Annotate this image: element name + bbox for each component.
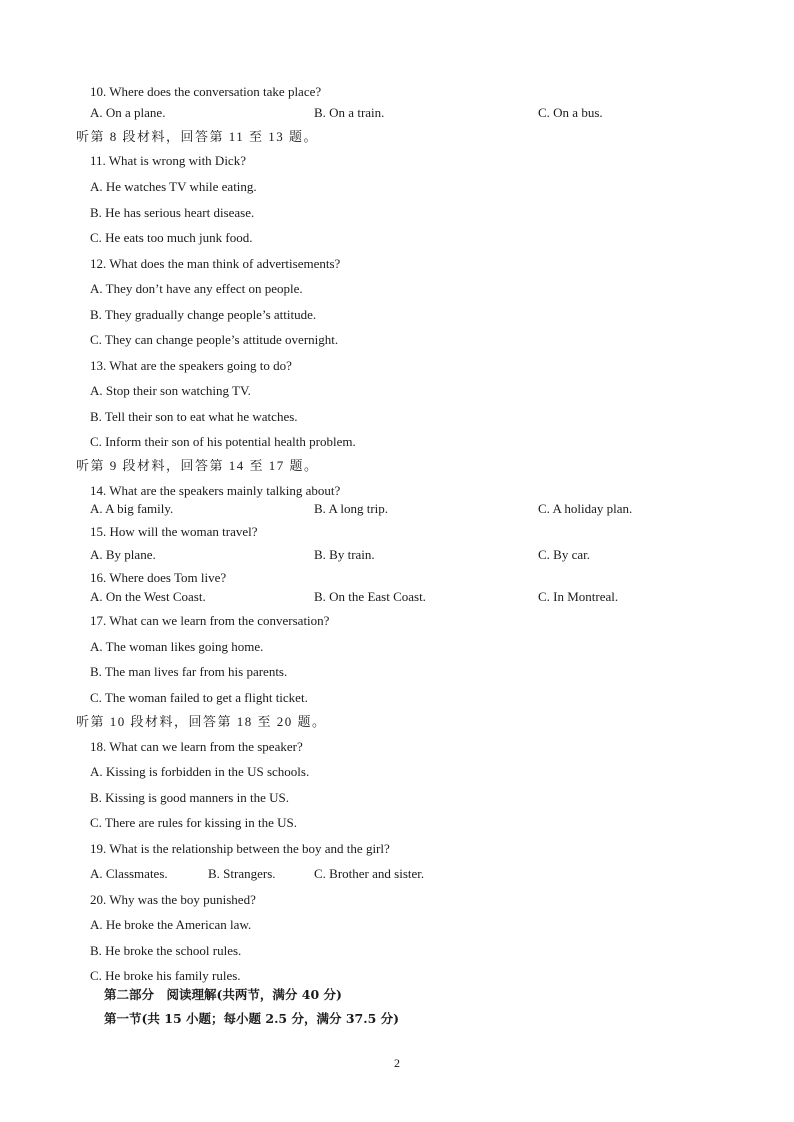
passage-9-intro: 听第 9 段材料，回答第 14 至 17 题。 [76, 458, 319, 473]
option-19a: A. Classmates. [90, 866, 168, 881]
question-20: 20. Why was the boy punished? [90, 892, 256, 907]
section-2-heading: 第二部分 阅读理解(共两节，满分 40 分) [104, 987, 342, 1002]
question-14: 14. What are the speakers mainly talking about? [90, 483, 341, 498]
option-20b: B. He broke the school rules. [90, 943, 242, 958]
option-13c: C. Inform their son of his potential health problem. [90, 434, 356, 449]
option-15c: C. By car. [538, 547, 590, 562]
question-13: 13. What are the speakers going to do? [90, 358, 292, 373]
option-15b: B. By train. [314, 547, 375, 562]
option-10c: C. On a bus. [538, 105, 603, 120]
option-17c: C. The woman failed to get a flight ticket. [90, 690, 308, 705]
section-2-part-1-heading: 第一节(共 15 小题；每小题 2.5 分，满分 37.5 分) [104, 1011, 400, 1026]
question-12: 12. What does the man think of advertisements? [90, 256, 341, 271]
option-18b: B. Kissing is good manners in the US. [90, 790, 289, 805]
passage-8-intro: 听第 8 段材料，回答第 11 至 13 题。 [76, 129, 319, 144]
option-15a: A. By plane. [90, 547, 156, 562]
option-14b: B. A long trip. [314, 501, 389, 516]
option-12a: A. They don’t have any effect on people. [90, 281, 303, 296]
option-20a: A. He broke the American law. [90, 917, 252, 932]
option-11c: C. He eats too much junk food. [90, 230, 253, 245]
question-16: 16. Where does Tom live? [90, 570, 227, 585]
question-10: 10. Where does the conversation take place? [90, 84, 322, 99]
option-16a: A. On the West Coast. [90, 589, 206, 604]
option-16b: B. On the East Coast. [314, 589, 426, 604]
question-15: 15. How will the woman travel? [90, 524, 258, 539]
option-19b: B. Strangers. [208, 866, 276, 881]
option-10b: B. On a train. [314, 105, 385, 120]
option-12b: B. They gradually change people’s attitude. [90, 307, 317, 322]
option-14a: A. A big family. [90, 501, 174, 516]
question-18: 18. What can we learn from the speaker? [90, 739, 303, 754]
option-18c: C. There are rules for kissing in the US. [90, 815, 297, 830]
option-17a: A. The woman likes going home. [90, 639, 264, 654]
page-number: 2 [394, 1056, 400, 1070]
option-11b: B. He has serious heart disease. [90, 205, 255, 220]
option-11a: A. He watches TV while eating. [90, 179, 257, 194]
question-19: 19. What is the relationship between the boy and the girl? [90, 841, 390, 856]
option-12c: C. They can change people’s attitude overnight. [90, 332, 339, 347]
passage-10-intro: 听第 10 段材料，回答第 18 至 20 题。 [76, 714, 327, 729]
question-11: 11. What is wrong with Dick? [90, 153, 246, 168]
option-19c: C. Brother and sister. [314, 866, 425, 881]
option-16c: C. In Montreal. [538, 589, 619, 604]
option-13b: B. Tell their son to eat what he watches. [90, 409, 298, 424]
question-17: 17. What can we learn from the conversation? [90, 613, 330, 628]
option-14c: C. A holiday plan. [538, 501, 633, 516]
option-17b: B. The man lives far from his parents. [90, 664, 288, 679]
option-18a: A. Kissing is forbidden in the US schools. [90, 764, 310, 779]
option-10a: A. On a plane. [90, 105, 166, 120]
option-13a: A. Stop their son watching TV. [90, 383, 251, 398]
option-20c: C. He broke his family rules. [90, 968, 241, 983]
